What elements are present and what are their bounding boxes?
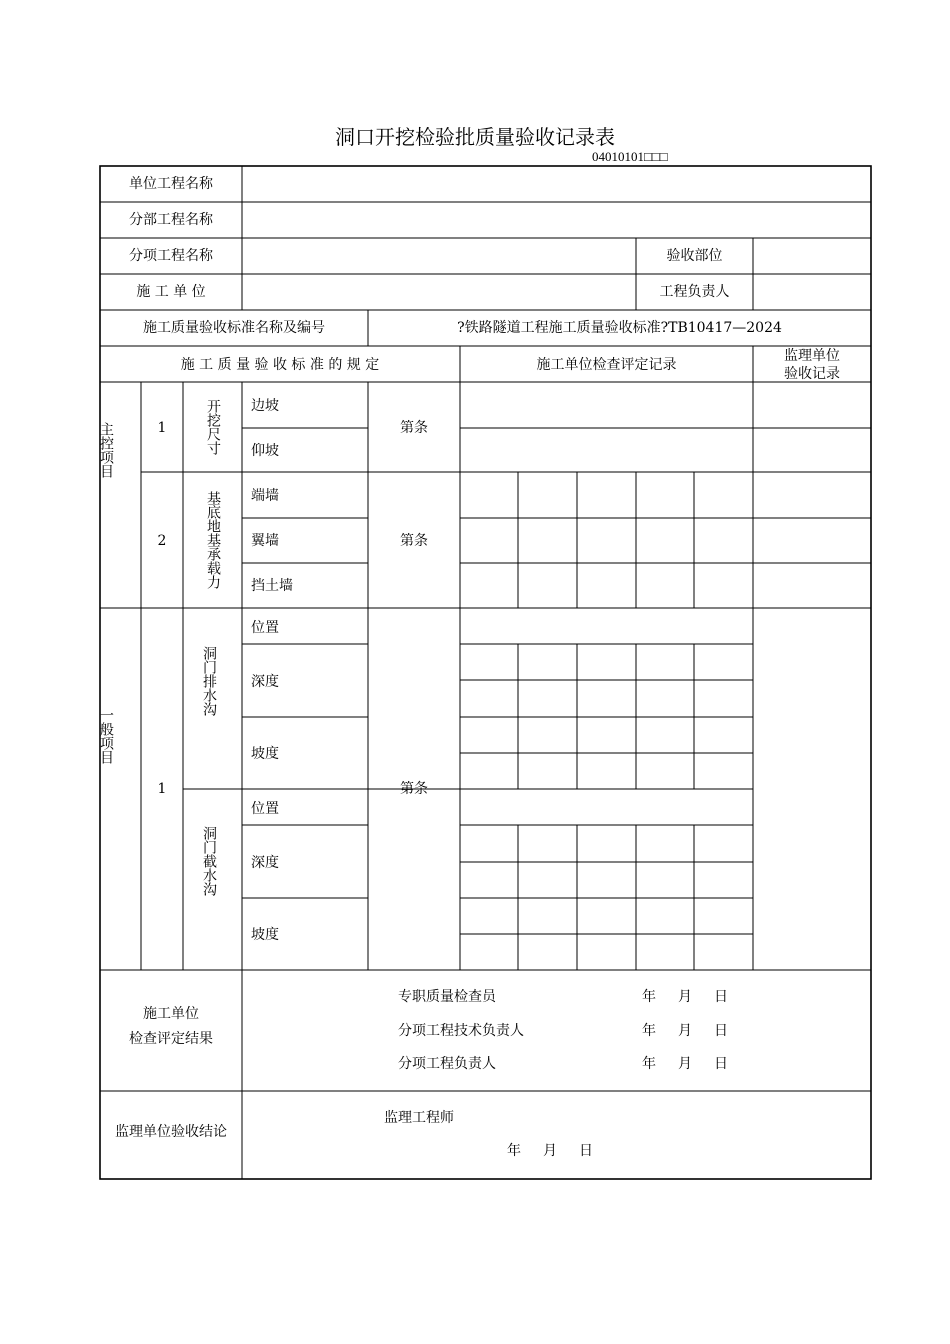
general-group-2-name: 洞门截水沟 [201,826,217,896]
main-item-2-name: 基底地基承载力 [205,491,221,589]
page-title: 洞口开挖检验批质量验收记录表 [335,125,615,149]
date-month-1: 月 [678,989,692,1005]
date-day-2: 日 [714,1023,728,1039]
main-item-2-clause: 第条 [400,533,428,549]
general-label: 一般项目 [98,708,114,764]
quality-inspector-label: 专职质量检查员 [398,989,496,1005]
general-group-1-sub-3: 坡度 [251,746,279,762]
technical-leader-label: 分项工程技术负责人 [398,1023,524,1039]
unit-project-label: 单位工程名称 [129,176,213,192]
general-item-no: 1 [157,781,167,797]
supervision-date-day: 日 [579,1143,593,1159]
supervision-conclusion-label: 监理单位验收结论 [115,1124,227,1140]
general-clause: 第条 [400,781,428,797]
main-item-1-no: 1 [157,420,167,436]
acceptance-part-label: 验收部位 [666,248,723,264]
construction-result-label-line2: 检查评定结果 [129,1031,213,1047]
construction-check-header: 施工单位检查评定记录 [536,357,677,373]
project-leader-label: 工程负责人 [659,284,730,300]
date-day-3: 日 [714,1056,728,1072]
date-month-3: 月 [678,1056,692,1072]
form-code: 04010101□□□ [592,149,668,164]
sub-project-label: 分部工程名称 [129,212,213,228]
date-year-3: 年 [642,1056,656,1072]
main-item-2-sub-3: 挡土墙 [251,578,293,594]
main-item-2-sub-1: 端墙 [251,488,279,504]
supervision-record-header-line1: 监理单位 [784,348,840,364]
main-item-2-no: 2 [157,533,167,549]
date-year-1: 年 [642,989,656,1005]
date-month-2: 月 [678,1023,692,1039]
main-control-label: 主控项目 [98,422,114,478]
main-item-1-name: 开挖尺寸 [205,399,221,455]
main-item-1-sub-2: 仰坡 [251,443,279,459]
item-project-label: 分项工程名称 [129,248,213,264]
date-day-1: 日 [714,989,728,1005]
general-group-1-name: 洞门排水沟 [201,646,217,716]
standard-name-label: 施工质量验收标准名称及编号 [143,320,325,336]
general-group-1-sub-1: 位置 [251,620,279,636]
general-group-1-sub-2: 深度 [251,674,279,690]
general-group-2-sub-1: 位置 [251,801,279,817]
supervision-record-header-line2: 验收记录 [784,366,840,382]
main-item-2-sub-2: 翼墙 [251,533,279,549]
item-leader-label: 分项工程负责人 [398,1056,496,1072]
general-group-2-sub-2: 深度 [251,855,279,871]
supervision-engineer-label: 监理工程师 [384,1110,454,1126]
main-item-1-clause: 第条 [400,420,428,436]
standard-rules-header: 施 工 质 量 验 收 标 准 的 规 定 [180,357,380,373]
general-group-2-sub-3: 坡度 [251,927,279,943]
standard-name-value: ?铁路隧道工程施工质量验收标准?TB10417—2024 [457,320,782,336]
supervision-date-month: 月 [543,1143,557,1159]
supervision-date-year: 年 [507,1143,521,1159]
date-year-2: 年 [642,1023,656,1039]
construction-unit-label: 施 工 单 位 [136,284,206,300]
construction-result-label-line1: 施工单位 [143,1006,199,1022]
main-item-1-sub-1: 边坡 [251,398,279,414]
